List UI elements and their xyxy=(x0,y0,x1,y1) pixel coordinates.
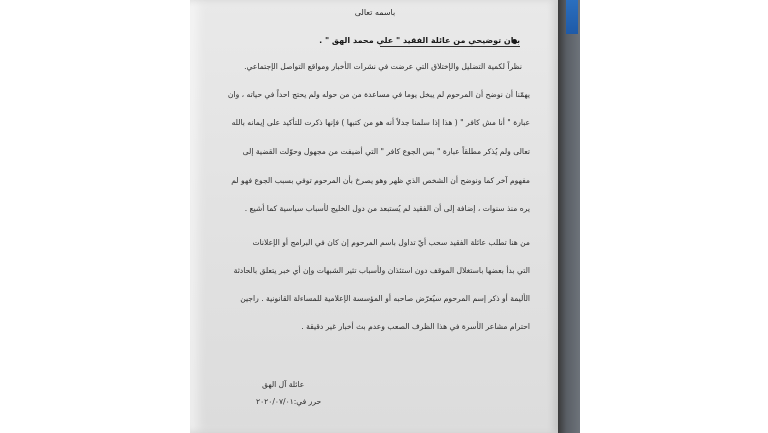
signature: عائلة آل الهق xyxy=(262,380,305,389)
document-heading: باسمه تعالى xyxy=(354,8,396,17)
left-background xyxy=(0,0,190,433)
body-line-2: يهمّنا أن نوضح أن المرحوم لم يبخل يوما في مساعدة من من حوله ولم يحتج احداً في حياته ، وان xyxy=(227,90,530,99)
body-line-3: عبارة " أنا مش كافر " ( هذا إذا سلمنا جدلاً أنه هو من كتبها ) فإنها ذكرت للتأكيد على إيمانه بالله xyxy=(231,118,530,127)
body-line-6: يره منذ سنوات ، إضافة إلى أن الفقيد لم يُستبعد من دول الخليج لأسباب سياسية كما أشيع . xyxy=(244,204,530,213)
body-line-7: من هنا تطلب عائلة الفقيد سحب أيّ تداول باسم المرحوم إن كان في البرامج أو الإعلانات xyxy=(252,238,530,247)
body-line-1: نظراً لكمية التضليل والإختلاق التي عرضت في نشرات الأخبار ومواقع التواصل الإجتماعي. xyxy=(244,62,522,71)
body-line-10: احترام مشاعر الأسرة في هذا الظرف الصعب وعدم بث أخبار غير دقيقة . xyxy=(301,322,530,331)
document-date: حرر في:٢٠٢٠/٠٧/٠١ xyxy=(256,397,322,406)
document-title: بيان توضيحي من عائلة الفقيد " علي محمد الهق " . xyxy=(319,36,520,45)
right-background xyxy=(566,0,768,433)
body-line-8: التي بدأ بعضها باستغلال الموقف دون استئذان ولأسباب تثير الشبهات وإن أي خبر يتعلق بالحادثة xyxy=(233,266,530,275)
title-underline xyxy=(380,46,520,47)
body-line-5: مفهوم آخر كما ونوضح أن الشخص الذي ظهر وهو يصرخ بأن المرحوم توفي بسبب الجوع فهو لم xyxy=(231,176,530,185)
body-line-4: تعالى ولم يُذكر مطلقاً عبارة " بس الجوع كافر " التي أضيفت من مجهول وحوّلت القضية إلى xyxy=(242,147,530,156)
desk-blue-object xyxy=(566,0,578,34)
paper-sheet xyxy=(190,0,560,433)
body-line-9: الأليمة أو ذكر إسم المرحوم سيُعرّض صاحبه أو المؤسسة الإعلامية للمساءلة القانونية . راجين xyxy=(240,294,530,303)
desk-edge xyxy=(558,0,580,433)
